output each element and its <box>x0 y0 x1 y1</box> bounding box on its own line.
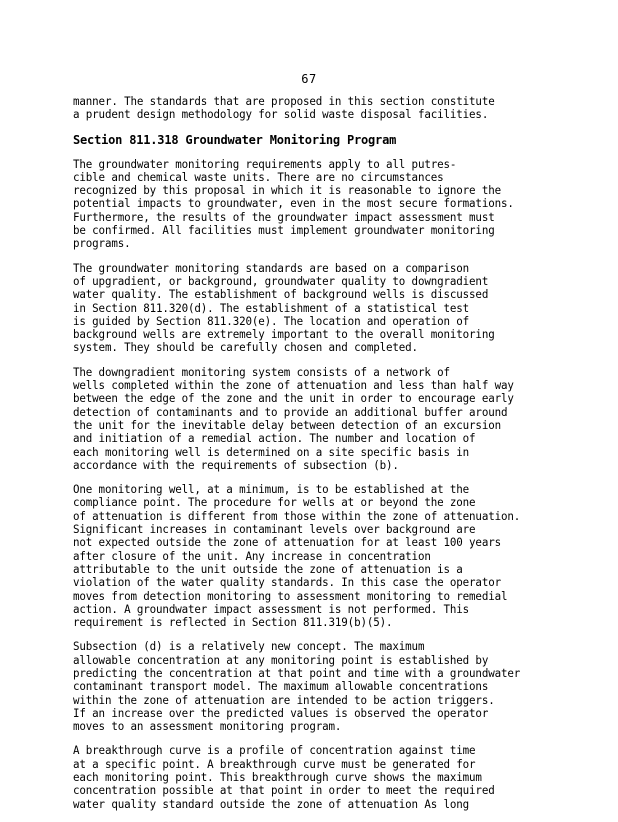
text-line: system. They should be carefully chosen and completed. <box>73 341 418 355</box>
page-number: 67 <box>301 72 317 86</box>
paragraph-2 <box>73 262 553 355</box>
text-line: at a specific point. A breakthrough curve must be generated for <box>73 757 476 771</box>
text-line: wells completed within the zone of attenuation and less than half way <box>73 379 514 393</box>
text-line: compliance point. The procedure for wells at or beyond the zone <box>73 496 476 510</box>
text-line: a prudent design methodology for solid waste disposal facilities. <box>73 108 489 122</box>
text-line: programs. <box>73 237 131 251</box>
paragraph-3 <box>73 366 553 472</box>
text-line: manner. The standards that are proposed in this section constitute <box>73 95 495 108</box>
text-line: One monitoring well, at a minimum, is to be established at the <box>73 483 470 497</box>
text-line: attributable to the unit outside the zone of attenuation is a <box>73 562 463 576</box>
text-line: of attenuation is different from those within the zone of attenuation. <box>73 509 521 523</box>
text-line: The groundwater monitoring standards are based on a comparison <box>73 261 470 275</box>
text-line: between the edge of the zone and the unit in order to encourage early <box>73 392 514 406</box>
intro-paragraph <box>73 95 553 122</box>
paragraph-1 <box>73 158 553 251</box>
text-line: is guided by Section 811.320(e). The location and operation of <box>73 314 470 328</box>
text-line: not expected outside the zone of attenuation for at least 100 years <box>73 536 501 550</box>
text-line: within the zone of attenuation are intended to be action triggers. <box>73 693 495 707</box>
text-line: and initiation of a remedial action. The number and location of <box>73 432 476 446</box>
paragraph-5 <box>73 640 553 733</box>
text-line: violation of the water quality standards. In this case the operator <box>73 576 501 590</box>
text-line: water quality standard outside the zone of attenuation As long <box>73 797 470 811</box>
paragraph-6 <box>73 744 553 810</box>
text-line: contaminant transport model. The maximum allowable concentrations <box>73 680 489 694</box>
text-line: potential impacts to groundwater, even in the most secure formations. <box>73 197 514 211</box>
text-line: The downgradient monitoring system consists of a network of <box>73 365 450 379</box>
text-line: predicting the concentration at that point and time with a groundwater <box>73 666 521 680</box>
text-line: each monitoring well is determined on a site specific basis in <box>73 445 470 459</box>
text-line: detection of contaminants and to provide an additional buffer around <box>73 405 508 419</box>
text-line: Furthermore, the results of the groundwater impact assessment must <box>73 210 495 224</box>
text-line: Significant increases in contaminant levels over background are <box>73 523 476 537</box>
text-line: be confirmed. All facilities must implement groundwater monitoring <box>73 224 495 238</box>
text-line: The groundwater monitoring requirements apply to all putres- <box>73 157 457 171</box>
text-line: If an increase over the predicted values is observed the operator <box>73 706 489 720</box>
text-line: concentration possible at that point in order to meet the required <box>73 784 495 798</box>
text-line: each monitoring point. This breakthrough curve shows the maximum <box>73 771 482 785</box>
text-line: water quality. The establishment of background wells is discussed <box>73 288 489 302</box>
text-line: of upgradient, or background, groundwater quality to downgradient <box>73 274 489 288</box>
paragraph-4 <box>73 483 553 629</box>
text-line: allowable concentration at any monitoring point is established by <box>73 653 489 667</box>
text-line: background wells are extremely important to the overall monitoring <box>73 328 495 342</box>
text-line: Subsection (d) is a relatively new concept. The maximum <box>73 640 425 654</box>
text-line: moves to an assessment monitoring program. <box>73 720 342 734</box>
text-line: after closure of the unit. Any increase in concentration <box>73 549 431 563</box>
text-line: moves from detection monitoring to assessment monitoring to remedial <box>73 589 508 603</box>
text-line: recognized by this proposal in which it is reasonable to ignore the <box>73 184 501 198</box>
text-line: in Section 811.320(d). The establishment of a statistical test <box>73 301 470 315</box>
document-body <box>73 95 553 822</box>
text-line: requirement is reflected in Section 811.319(b)(5). <box>73 616 393 630</box>
text-line: accordance with the requirements of subsection (b). <box>73 458 399 472</box>
section-heading: Section 811.318 Groundwater Monitoring Program <box>73 132 397 147</box>
text-line: cible and chemical waste units. There are no circumstances <box>73 170 444 184</box>
text-line: action. A groundwater impact assessment is not performed. This <box>73 602 470 616</box>
text-line: the unit for the inevitable delay between detection of an excursion <box>73 418 501 432</box>
text-line: A breakthrough curve is a profile of concentration against time <box>73 744 476 758</box>
